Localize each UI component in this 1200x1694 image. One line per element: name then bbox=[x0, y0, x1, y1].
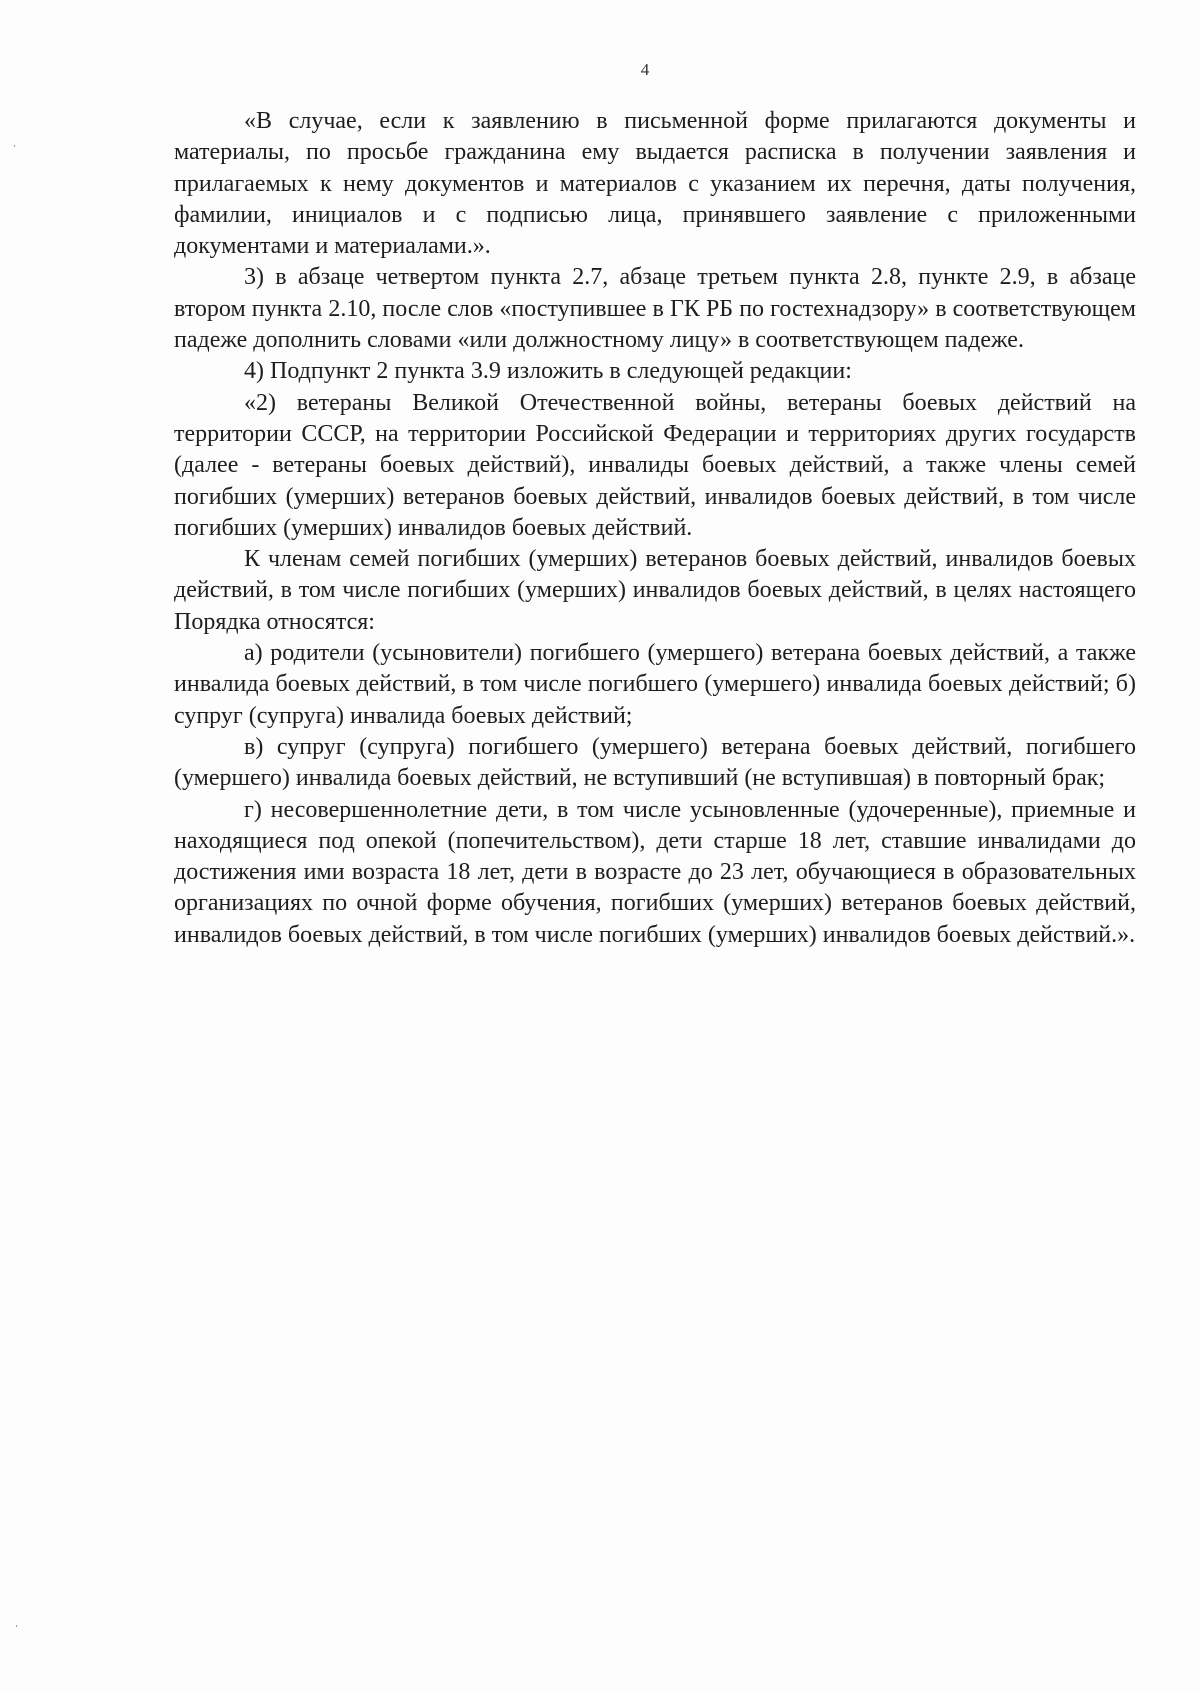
page-number: 4 bbox=[640, 60, 650, 79]
paragraph-family-members: К членам семей погибших (умерших) ветеранов боевых действий, инвалидов боевых действий, в том числе погибших (умерших) инвалидов боевых действий, в целях настоящего Порядка относятся: bbox=[174, 546, 1136, 635]
paragraph-subitem-2: «2) ветераны Великой Отечественной войны, ветераны боевых действий на территории СССР, на территории Российской Федерации и территориях других государств (далее - ветераны боевых действий), инвалиды боевых действий, а также члены семей погибших (умерших) ветеранов боевых действий, инвалидов боевых действий, в том числе погибших (умерших) инвалидов боевых действий. bbox=[174, 389, 1136, 541]
paragraph-amendment-3: 3) в абзаце четвертом пункта 2.7, абзаце третьем пункта 2.8, пункте 2.9, в абзаце втором пункта 2.10, после слов «поступившее в ГК РБ по гостехнадзору» в соответствующем падеже дополнить словами «или должностному лицу» в соответствующем падеже. bbox=[174, 264, 1136, 354]
scan-speck bbox=[14, 145, 15, 147]
document-body bbox=[174, 106, 1136, 951]
paragraph-item-v: в) супруг (супруга) погибшего (умершего) ветерана боевых действий, погибшего (умершего) инвалида боевых действий, не вступивший (не вступившая) в повторный брак; bbox=[174, 733, 1136, 792]
scan-speck bbox=[16, 1625, 17, 1627]
paragraph-amendment-4: 4) Подпункт 2 пункта 3.9 изложить в следующей редакции: bbox=[244, 358, 852, 385]
paragraph-receipt-clause: «В случае, если к заявлению в письменной форме прилагаются документы и материалы, по просьбе гражданина ему выдается расписка в получении заявления и прилагаемых к нему документов и материалов с указанием их перечня, даты получения, фамилии, инициалов и с подписью лица, принявшего заявление с приложенными документами и материалами.». bbox=[174, 108, 1136, 260]
paragraph-item-g: г) несовершеннолетние дети, в том числе усыновленные (удочеренные), приемные и находящиеся под опекой (попечительством), дети старше 18 лет, ставшие инвалидами до достижения ими возраста 18 лет, дети в возрасте до 23 лет, обучающиеся в образовательных организациях по очной форме обучения, погибших (умерших) ветеранов боевых действий, инвалидов боевых действий, в том числе погибших (умерших) инвалидов боевых действий.». bbox=[174, 796, 1136, 948]
paragraph-item-a: а) родители (усыновители) погибшего (умершего) ветерана боевых действий, а также инвалида боевых действий, в том числе погибшего (умершего) инвалида боевых действий; б) супруг (супруга) инвалида боевых действий; bbox=[174, 640, 1136, 729]
